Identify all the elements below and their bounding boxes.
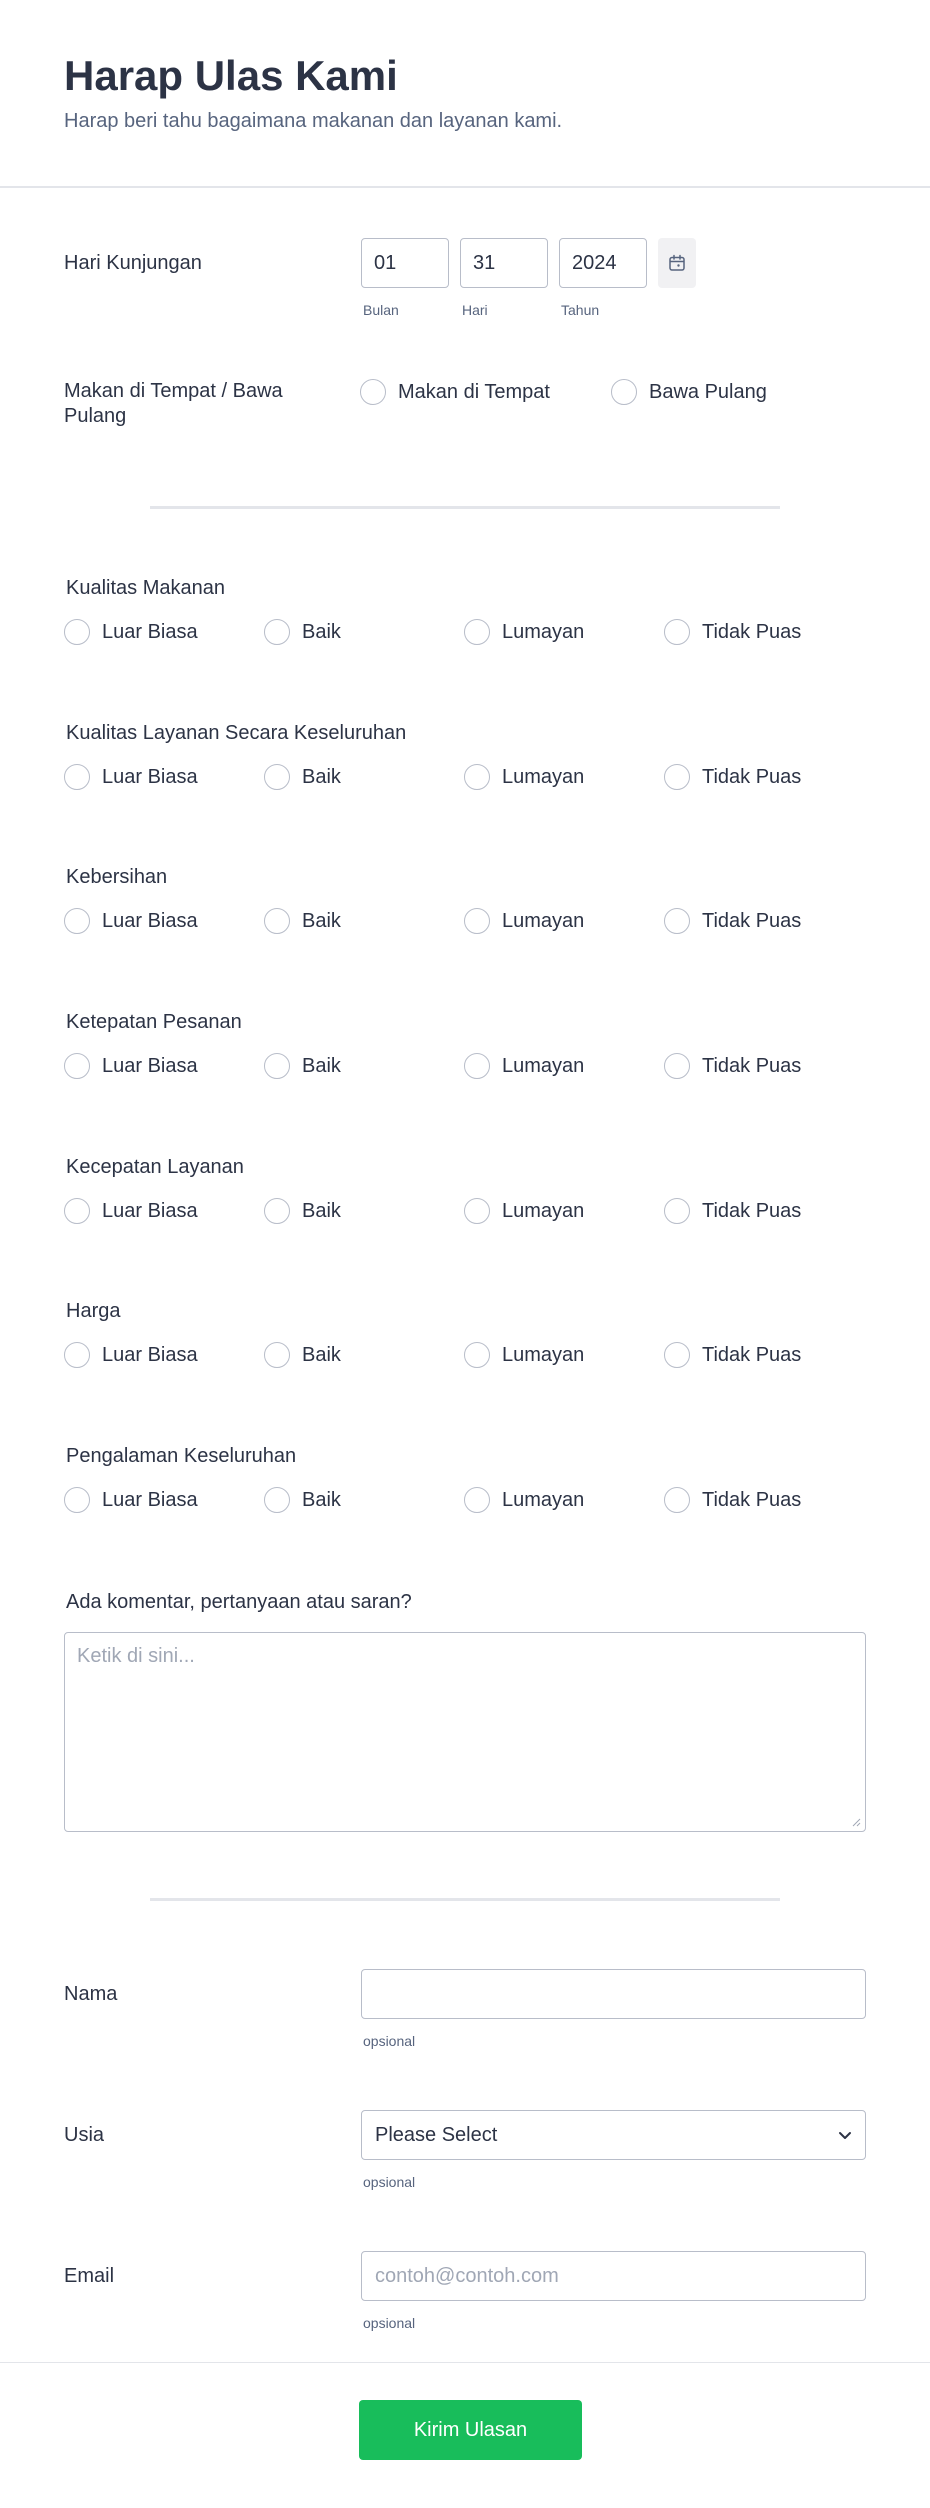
year-input[interactable]: 2024 — [559, 238, 647, 288]
rating-option-radio[interactable] — [64, 1198, 198, 1224]
radio-circle[interactable] — [664, 908, 690, 934]
name-label: Nama — [64, 1983, 118, 2005]
comments-placeholder: Ketik di sini... — [77, 1645, 195, 1667]
rating-option-radio[interactable] — [464, 1198, 584, 1224]
rating-option-radio[interactable] — [664, 764, 801, 790]
radio-label: Tidak Puas — [702, 1199, 802, 1222]
radio-label: Tidak Puas — [702, 1343, 802, 1366]
radio-label: Lumayan — [502, 1488, 585, 1511]
radio-label: Baik — [302, 1488, 341, 1511]
section-divider — [150, 506, 780, 509]
radio-label: Luar Biasa — [102, 1199, 198, 1222]
radio-circle[interactable] — [64, 619, 90, 645]
radio-circle[interactable] — [264, 1342, 290, 1368]
rating-option-radio[interactable] — [264, 1198, 341, 1224]
radio-label: Lumayan — [502, 620, 585, 643]
rating-option-radio[interactable] — [264, 1053, 341, 1079]
radio-circle[interactable] — [664, 619, 690, 645]
name-sublabel: opsional — [363, 2033, 416, 2049]
rating-question-label: Harga — [66, 1300, 121, 1322]
radio-circle[interactable] — [264, 1053, 290, 1079]
rating-option-radio[interactable] — [664, 1198, 801, 1224]
rating-option-radio[interactable] — [64, 908, 198, 934]
radio-circle[interactable] — [464, 1198, 490, 1224]
rating-option-radio[interactable] — [64, 619, 198, 645]
rating-question-label: Pengalaman Keseluruhan — [66, 1445, 297, 1467]
visit-date-label: Hari Kunjungan — [64, 252, 202, 274]
radio-label: Tidak Puas — [702, 1054, 802, 1077]
calendar-button[interactable] — [658, 238, 696, 288]
radio-label: Lumayan — [502, 1199, 585, 1222]
rating-option-radio[interactable] — [464, 619, 584, 645]
rating-question-label: Ketepatan Pesanan — [66, 1011, 242, 1033]
radio-label: Bawa Pulang — [649, 380, 767, 403]
calendar-icon — [668, 254, 686, 272]
month-sublabel: Bulan — [363, 302, 399, 318]
radio-circle[interactable] — [464, 1342, 490, 1368]
radio-label: Luar Biasa — [102, 765, 198, 788]
radio-circle[interactable] — [64, 1342, 90, 1368]
radio-label: Baik — [302, 1054, 341, 1077]
day-input[interactable]: 31 — [460, 238, 548, 288]
rating-option-radio[interactable] — [664, 1053, 801, 1079]
rating-option-radio[interactable] — [464, 764, 584, 790]
page-title: Harap Ulas Kami — [64, 52, 398, 99]
radio-label: Tidak Puas — [702, 909, 802, 932]
radio-circle[interactable] — [64, 1053, 90, 1079]
radio-circle[interactable] — [611, 379, 637, 405]
radio-circle[interactable] — [664, 1198, 690, 1224]
radio-circle[interactable] — [664, 764, 690, 790]
rating-option-radio[interactable] — [664, 908, 801, 934]
page-subtitle: Harap beri tahu bagaimana makanan dan layanan kami. — [64, 110, 563, 132]
age-select[interactable] — [361, 2110, 866, 2160]
radio-label: Tidak Puas — [702, 1488, 802, 1511]
radio-label: Baik — [302, 909, 341, 932]
radio-circle[interactable] — [64, 1198, 90, 1224]
radio-label: Lumayan — [502, 1343, 585, 1366]
rating-option-radio[interactable] — [264, 1487, 341, 1513]
radio-circle[interactable] — [264, 764, 290, 790]
age-sublabel: opsional — [363, 2174, 416, 2190]
radio-label: Lumayan — [502, 765, 585, 788]
age-select-value: Please Select — [375, 2124, 498, 2146]
radio-label: Lumayan — [502, 1054, 585, 1077]
name-input[interactable] — [361, 1969, 866, 2019]
resize-handle-icon[interactable] — [851, 1817, 861, 1827]
radio-label: Luar Biasa — [102, 1054, 198, 1077]
rating-option-radio[interactable] — [464, 908, 584, 934]
month-input[interactable]: 01 — [361, 238, 449, 288]
rating-option-radio[interactable] — [64, 1487, 198, 1513]
section-divider — [150, 1898, 780, 1901]
rating-option-radio[interactable] — [264, 1342, 341, 1368]
submit-button[interactable] — [359, 2400, 582, 2460]
radio-circle[interactable] — [664, 1487, 690, 1513]
radio-circle[interactable] — [464, 764, 490, 790]
rating-option-radio[interactable] — [664, 1342, 801, 1368]
radio-label: Luar Biasa — [102, 620, 198, 643]
radio-label: Luar Biasa — [102, 909, 198, 932]
rating-question-label: Kualitas Makanan — [66, 577, 225, 599]
radio-circle[interactable] — [264, 1198, 290, 1224]
radio-label: Baik — [302, 1199, 341, 1222]
age-label: Usia — [64, 2124, 105, 2146]
rating-option-radio[interactable] — [264, 619, 341, 645]
radio-circle[interactable] — [664, 1053, 690, 1079]
email-input[interactable] — [361, 2251, 866, 2301]
radio-circle[interactable] — [264, 619, 290, 645]
rating-question-label: Kebersihan — [66, 866, 168, 888]
email-label: Email — [64, 2265, 115, 2287]
rating-option-radio[interactable] — [464, 1053, 584, 1079]
rating-option-radio[interactable] — [664, 619, 801, 645]
radio-label: Tidak Puas — [702, 620, 802, 643]
dining-label: Makan di Tempat / Bawa Pulang — [64, 380, 283, 427]
rating-option-radio[interactable] — [664, 1487, 801, 1513]
radio-circle[interactable] — [464, 619, 490, 645]
radio-circle[interactable] — [264, 1487, 290, 1513]
radio-label: Luar Biasa — [102, 1488, 198, 1511]
radio-circle[interactable] — [464, 1053, 490, 1079]
radio-label: Baik — [302, 765, 341, 788]
radio-circle[interactable] — [64, 764, 90, 790]
radio-circle[interactable] — [64, 908, 90, 934]
radio-label: Tidak Puas — [702, 765, 802, 788]
rating-question-label: Kecepatan Layanan — [66, 1156, 244, 1178]
dine-in-radio[interactable] — [360, 379, 550, 405]
radio-circle[interactable] — [464, 1487, 490, 1513]
rating-option-radio[interactable] — [264, 764, 341, 790]
submit-label: Kirim Ulasan — [413, 2418, 528, 2441]
rating-option-radio[interactable] — [64, 1053, 198, 1079]
rating-option-radio[interactable] — [464, 1487, 584, 1513]
comments-label: Ada komentar, pertanyaan atau saran? — [66, 1591, 412, 1613]
rating-option-radio[interactable] — [264, 908, 341, 934]
email-placeholder: contoh@contoh.com — [375, 2265, 559, 2287]
rating-question-label: Kualitas Layanan Secara Keseluruhan — [66, 722, 407, 744]
radio-label: Makan di Tempat — [398, 380, 550, 403]
rating-option-radio[interactable] — [64, 764, 198, 790]
year-sublabel: Tahun — [561, 302, 600, 318]
radio-circle[interactable] — [264, 908, 290, 934]
takeaway-radio[interactable] — [611, 379, 767, 405]
radio-circle[interactable] — [64, 1487, 90, 1513]
radio-circle[interactable] — [464, 908, 490, 934]
comments-textarea[interactable] — [64, 1632, 866, 1832]
rating-option-radio[interactable] — [464, 1342, 584, 1368]
day-sublabel: Hari — [462, 302, 488, 318]
radio-label: Baik — [302, 620, 341, 643]
radio-label: Luar Biasa — [102, 1343, 198, 1366]
chevron-down-icon — [837, 2127, 853, 2143]
radio-circle[interactable] — [664, 1342, 690, 1368]
radio-label: Baik — [302, 1343, 341, 1366]
radio-circle[interactable] — [360, 379, 386, 405]
radio-label: Lumayan — [502, 909, 585, 932]
rating-option-radio[interactable] — [64, 1342, 198, 1368]
form-header — [0, 0, 930, 188]
email-sublabel: opsional — [363, 2315, 416, 2331]
